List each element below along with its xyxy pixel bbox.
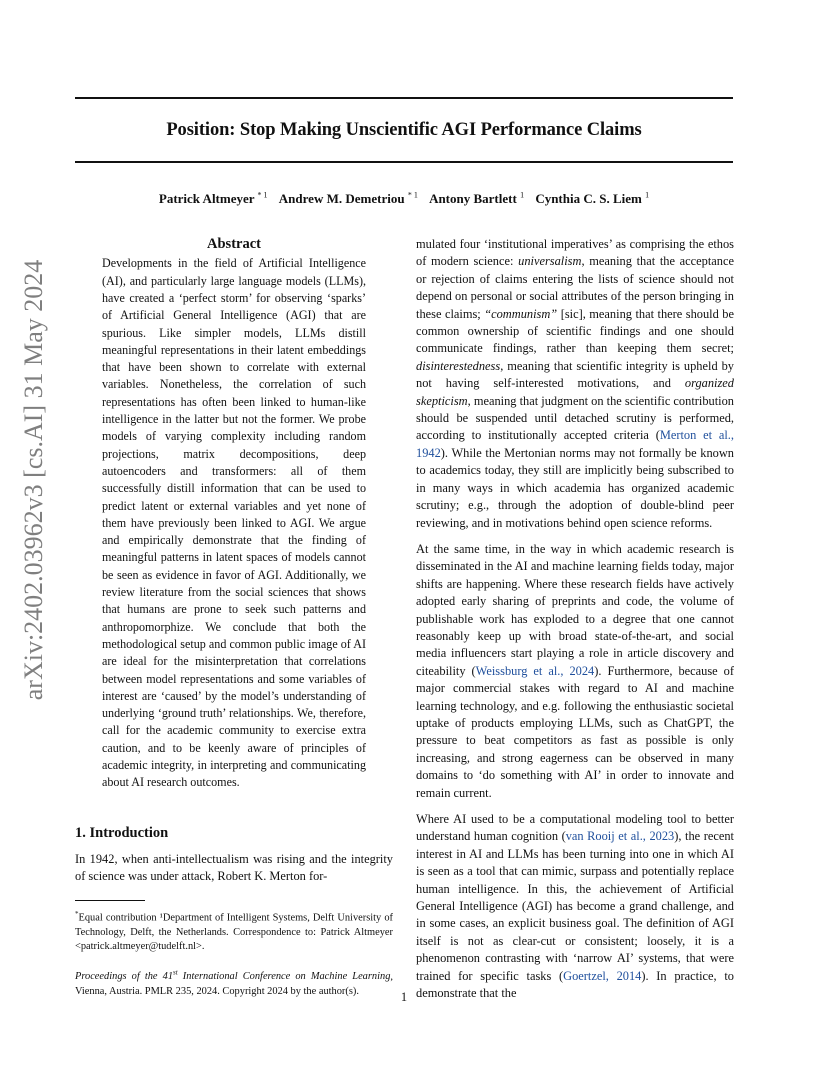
footnote-proceedings: Proceedings of the 41st International Conference on Machine Learning, Vienna, Austria. PMLR 235, 2024. Copyright 2024 by the author(s). <box>75 968 393 997</box>
citation-link[interactable]: van Rooij et al., 2023 <box>565 829 675 844</box>
left-column <box>75 236 393 1011</box>
arxiv-stamp: arXiv:2402.03962v3 [cs.AI] 31 May 2024 <box>19 259 48 701</box>
section-heading-introduction: 1. Introduction <box>75 824 169 841</box>
author: Andrew M. Demetriou $^{* 1}$ <box>278 191 418 207</box>
title-rule-bottom <box>75 161 733 163</box>
body-paragraph: At the same time, in the way in which academic research is disseminated in the AI and machine learning fields today, major shifts are happening. Where these research fields have actively adopted early sharing of preprints and code, the volume of publishable work has exploded to a degree that one cannot reasonably keep up with broad state-of-the-art, and social media influencers start playing a role in article discovery and citeability (Weissburg et al., 2024). Furthermore, because of major commercial stakes with regard to AI and machine learning technology, and e.g. following the enthusiastic societal uptake of products employing LLMs, such as ChatGPT, the pressure to beat competitors as fast as possible is only increasing, and strong eagerness can be observed in many domains to ‘do something with AI’ in order to innovate and remain current. <box>416 541 734 800</box>
author: Patrick Altmeyer $^{* 1}$ <box>158 191 268 207</box>
citation-link[interactable]: Merton et al., 1942 <box>416 428 734 460</box>
body-paragraph: Where AI used to be a computational modeling tool to better understand human cognition (van Rooij et al., 2023), the recent interest in AI and LLMs has been turning into one in which AI is seen as a tool that can mimic, surpass and potentially replace human intelligence. In this, the achievement of Artificial General Intelligence (AGI) has become a grand challenge, and in some cases, an explicit business goal. The definition of AGI itself is not as clear-cut or consistent; loosely, it is a phenomenon contrasting with ‘narrow AI’ systems, that were trained for specific tasks (Goertzel, 2014). In practice, to demonstrate that the <box>416 812 734 1001</box>
abstract-heading: Abstract <box>207 236 261 252</box>
intro-paragraph: In 1942, when anti-intellectualism was rising and the integrity of science was under attack, Robert K. Merton for- <box>75 852 393 884</box>
page-number: 1 <box>400 990 408 1004</box>
footnote-rule <box>75 900 145 901</box>
title-rule-top <box>75 97 733 99</box>
right-column <box>416 236 734 1011</box>
citation-link[interactable]: Weissburg et al., 2024 <box>475 663 595 678</box>
citation-link[interactable]: Goertzel, 2014 <box>563 968 642 983</box>
footnote-affiliation: *Equal contribution ¹Department of Intelligent Systems, Delft University of Technology, Delft, the Netherlands. Correspondence to: Patrick Altmeyer <patrick.altmeyer@tudelft.nl>. <box>75 909 393 952</box>
body-paragraph: mulated four ‘institutional imperatives’ as comprising the ethos of modern science: universalism, meaning that the acceptance or rejection of claims entering the lists of science should not depend on personal or social attributes of the person bringing in these claims; “communism” [sic], meaning that there should be common ownership of scientific findings and one should communicate findings, rather than keeping them secret; disinterestedness, meaning that scientific integrity is upheld by not having self-interested motivations, and organized skepticism, meaning that judgment on the scientific contribution should be suspended until detached scrutiny is performed, according to institutionally accepted criteria (Merton et al., 1942). While the Mertonian norms may not formally be known to academics today, they still are implicitly being subscribed to in many ways in which academia has organized academic scrutiny; e.g., through the adoption of double-blind peer reviewing, and in motivations behind open science reforms. <box>416 237 734 530</box>
paper-title: Position: Stop Making Unscientific AGI Performance Claims <box>166 120 642 140</box>
author: Cynthia C. S. Liem $^1$ <box>535 191 650 207</box>
abstract-text: Developments in the field of Artificial Intelligence (AI), and particularly large language models (LLMs), have created a ‘perfect storm’ for observing ‘sparks’ of Artificial General Intelligence (AGI) that are spurious. Like simpler models, LLMs distill meaningful representations in their latent embeddings that have been shown to correlate with external variables. Nonetheless, the correlation of such representations has often been linked to human-like intelligence in the latter but not the former. We probe models of varying complexity including random projections, matrix decompositions, deep autoencoders and transformers: all of them successfully distill information that can be used to predict latent or external variables and yet none of them have previously been linked to AGI. We argue and empirically demonstrate that the finding of meaningful patterns in latent spaces of models cannot be seen as evidence in favor of AGI. Additionally, we review literature from the social sciences that shows that humans are prone to seek such patterns and anthropomorphize. We conclude that both the methodological setup and common public image of AI are ideal for the misinterpretation that correlations between model representations and some variables of interest are ‘caused’ by the model’s understanding of underlying ‘ground truth’ relationships. We, therefore, call for the academic community to exercise extra caution, and to be keenly aware of principles of academic integrity, in interpreting and communicating about AI research outcomes. <box>102 256 366 790</box>
author: Antony Bartlett $^1$ <box>429 191 525 207</box>
author-list <box>75 191 733 207</box>
